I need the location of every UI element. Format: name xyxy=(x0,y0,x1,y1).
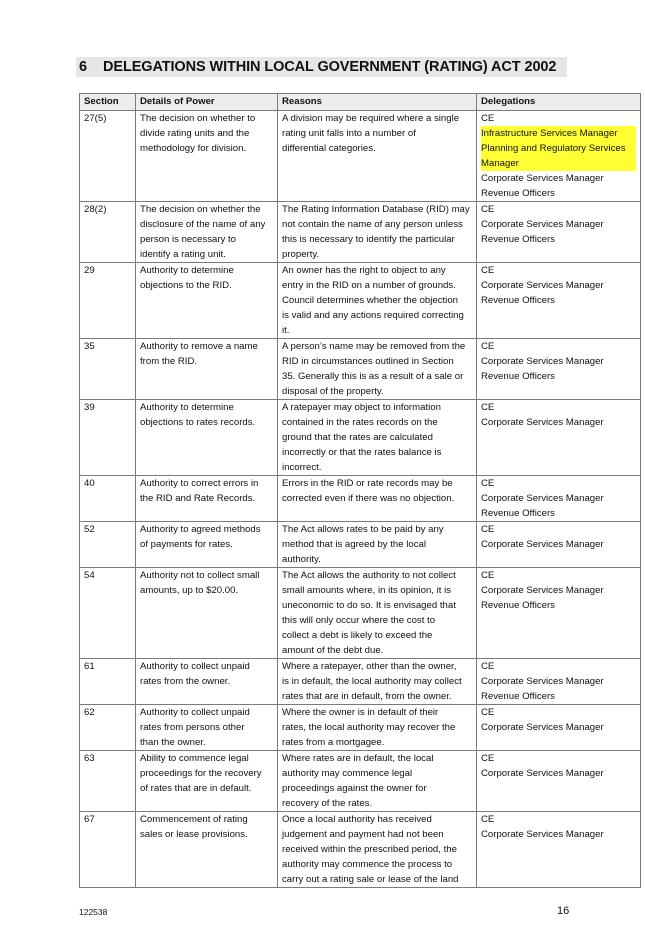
cell-details xyxy=(136,400,278,476)
details-line: of payments for rates. xyxy=(140,539,233,550)
cell-section: 61 xyxy=(80,659,136,705)
delegations-line: CE xyxy=(481,814,495,825)
cell-section: 39 xyxy=(80,400,136,476)
details-line: Authority to remove a name xyxy=(140,341,258,352)
cell-details xyxy=(136,751,278,812)
cell-reasons xyxy=(278,263,477,339)
reasons-line: Council determines whether the objection xyxy=(282,295,458,306)
reasons-line: collect a debt is likely to exceed the xyxy=(282,630,433,641)
cell-delegations xyxy=(477,568,641,659)
delegations-line: CE xyxy=(481,265,495,276)
delegations-line: Corporate Services Manager xyxy=(481,768,604,779)
details-line: rates from persons other xyxy=(140,722,245,733)
reasons-line: uneconomic to do so. It is envisaged that xyxy=(282,600,456,611)
reasons-line: received within the prescribed period, the xyxy=(282,844,457,855)
reasons-line: property. xyxy=(282,249,320,260)
cell-delegations xyxy=(477,263,641,339)
delegations-line: CE xyxy=(481,204,495,215)
cell-details xyxy=(136,263,278,339)
cell-reasons xyxy=(278,522,477,568)
cell-reasons xyxy=(278,812,477,888)
table-row xyxy=(80,751,641,812)
delegations-line: Corporate Services Manager xyxy=(481,539,604,550)
details-line: Authority to determine xyxy=(140,402,234,413)
details-line: person is necessary to xyxy=(140,234,236,245)
highlighted-delegation-line: Manager xyxy=(481,156,636,171)
cell-section: 67 xyxy=(80,812,136,888)
reasons-line: An owner has the right to object to any xyxy=(282,265,446,276)
reasons-line: Errors in the RID or rate records may be xyxy=(282,478,453,489)
reasons-line: amount of the debt due. xyxy=(282,645,384,656)
cell-delegations xyxy=(477,111,641,202)
reasons-line: is valid and any actions required correcting xyxy=(282,310,464,321)
cell-section: 54 xyxy=(80,568,136,659)
cell-delegations xyxy=(477,476,641,522)
reasons-line: proceedings against the owner for xyxy=(282,783,427,794)
delegations-line: Corporate Services Manager xyxy=(481,219,604,230)
delegations-line: CE xyxy=(481,524,495,535)
details-line: divide rating units and the xyxy=(140,128,250,139)
reasons-line: entry in the RID on a number of grounds. xyxy=(282,280,456,291)
reasons-line: authority may commence legal xyxy=(282,768,413,779)
table-row xyxy=(80,659,641,705)
reasons-line: Once a local authority has received xyxy=(282,814,432,825)
delegations-line: Revenue Officers xyxy=(481,234,555,245)
cell-delegations xyxy=(477,339,641,400)
details-line: sales or lease provisions. xyxy=(140,829,248,840)
cell-reasons xyxy=(278,202,477,263)
reasons-line: Where rates are in default, the local xyxy=(282,753,434,764)
details-line: Authority to collect unpaid xyxy=(140,707,250,718)
reasons-line: The Rating Information Database (RID) may xyxy=(282,204,470,215)
table-row xyxy=(80,812,641,888)
cell-details xyxy=(136,568,278,659)
table-row xyxy=(80,522,641,568)
cell-section: 52 xyxy=(80,522,136,568)
details-line: Commencement of rating xyxy=(140,814,248,825)
delegations-line: CE xyxy=(481,113,495,124)
details-line: The decision on whether the xyxy=(140,204,261,215)
section-title: DELEGATIONS WITHIN LOCAL GOVERNMENT (RATING) ACT 2002 xyxy=(103,59,557,75)
details-line: Authority to determine xyxy=(140,265,234,276)
cell-details xyxy=(136,476,278,522)
cell-section: 40 xyxy=(80,476,136,522)
delegations-line: Corporate Services Manager xyxy=(481,280,604,291)
reasons-line: recovery of the rates. xyxy=(282,798,373,809)
cell-reasons xyxy=(278,751,477,812)
delegations-line: CE xyxy=(481,570,495,581)
section-heading xyxy=(76,57,567,77)
reasons-line: A person’s name may be removed from the xyxy=(282,341,466,352)
highlighted-delegation-line: Infrastructure Services Manager xyxy=(481,126,636,141)
table-row xyxy=(80,400,641,476)
cell-section: 28(2) xyxy=(80,202,136,263)
delegations-line: CE xyxy=(481,753,495,764)
details-line: Authority to collect unpaid xyxy=(140,661,250,672)
details-line: Ability to commence legal xyxy=(140,753,249,764)
delegations-line: CE xyxy=(481,478,495,489)
details-line: The decision on whether to xyxy=(140,113,256,124)
details-line: amounts, up to $20.00. xyxy=(140,585,239,596)
reasons-line: The Act allows the authority to not collect xyxy=(282,570,456,581)
details-line: rates from the owner. xyxy=(140,676,231,687)
header-reasons: Reasons xyxy=(278,94,477,111)
reasons-line: A division may be required where a single xyxy=(282,113,460,124)
details-line: objections to the RID. xyxy=(140,280,232,291)
cell-section: 27(5) xyxy=(80,111,136,202)
cell-reasons xyxy=(278,400,477,476)
cell-delegations xyxy=(477,522,641,568)
delegations-line: Revenue Officers xyxy=(481,508,555,519)
document-number: 122538 xyxy=(79,907,108,917)
reasons-line: not contain the name of any person unless xyxy=(282,219,463,230)
delegations-line: CE xyxy=(481,707,495,718)
cell-section: 62 xyxy=(80,705,136,751)
delegations-line: Corporate Services Manager xyxy=(481,585,604,596)
details-line: identify a rating unit. xyxy=(140,249,226,260)
header-details: Details of Power xyxy=(136,94,278,111)
delegations-line: Revenue Officers xyxy=(481,188,555,199)
reasons-line: rates, the local authority may recover the xyxy=(282,722,456,733)
delegations-line: Corporate Services Manager xyxy=(481,493,604,504)
delegations-table xyxy=(79,93,641,888)
cell-details xyxy=(136,705,278,751)
table-row xyxy=(80,568,641,659)
cell-section: 29 xyxy=(80,263,136,339)
details-line: the RID and Rate Records. xyxy=(140,493,256,504)
cell-reasons xyxy=(278,339,477,400)
table-row xyxy=(80,339,641,400)
reasons-line: RID in circumstances outlined in Section xyxy=(282,356,454,367)
cell-details xyxy=(136,812,278,888)
delegations-line: CE xyxy=(481,661,495,672)
section-number: 6 xyxy=(79,59,87,75)
delegations-line: Corporate Services Manager xyxy=(481,676,604,687)
delegations-line: CE xyxy=(481,341,495,352)
cell-details xyxy=(136,339,278,400)
reasons-line: ground that the rates are calculated xyxy=(282,432,433,443)
cell-reasons xyxy=(278,659,477,705)
reasons-line: is in default, the local authority may collect xyxy=(282,676,462,687)
reasons-line: authority. xyxy=(282,554,321,565)
cell-reasons xyxy=(278,111,477,202)
reasons-line: it. xyxy=(282,325,290,336)
cell-reasons xyxy=(278,568,477,659)
reasons-line: method that is agreed by the local xyxy=(282,539,426,550)
table-row xyxy=(80,263,641,339)
details-line: objections to rates records. xyxy=(140,417,256,428)
reasons-line: rates that are in default, from the owner. xyxy=(282,691,452,702)
reasons-line: authority may commence the process to xyxy=(282,859,453,870)
cell-delegations xyxy=(477,659,641,705)
reasons-line: rating unit falls into a number of xyxy=(282,128,416,139)
reasons-line: corrected even if there was no objection. xyxy=(282,493,455,504)
delegations-line: Corporate Services Manager xyxy=(481,417,604,428)
delegations-line: CE xyxy=(481,402,495,413)
reasons-line: 35. Generally this is as a result of a sale or xyxy=(282,371,464,382)
delegations-line: Revenue Officers xyxy=(481,295,555,306)
delegations-line: Corporate Services Manager xyxy=(481,356,604,367)
cell-reasons xyxy=(278,705,477,751)
cell-details xyxy=(136,522,278,568)
delegations-line: Revenue Officers xyxy=(481,371,555,382)
reasons-line: The Act allows rates to be paid by any xyxy=(282,524,444,535)
cell-delegations xyxy=(477,400,641,476)
cell-reasons xyxy=(278,476,477,522)
delegations-line: Corporate Services Manager xyxy=(481,173,604,184)
table-row xyxy=(80,111,641,202)
reasons-line: A ratepayer may object to information xyxy=(282,402,441,413)
reasons-line: judgement and payment had not been xyxy=(282,829,444,840)
details-line: of rates that are in default. xyxy=(140,783,252,794)
header-section: Section xyxy=(80,94,136,111)
reasons-line: Where the owner is in default of their xyxy=(282,707,439,718)
delegations-line: Corporate Services Manager xyxy=(481,722,604,733)
reasons-line: rates from a mortgagee. xyxy=(282,737,385,748)
details-line: than the owner. xyxy=(140,737,206,748)
details-line: Authority to agreed methods xyxy=(140,524,261,535)
reasons-line: incorrectly or that the rates balance is xyxy=(282,447,442,458)
cell-delegations xyxy=(477,202,641,263)
table-header-row xyxy=(80,94,641,111)
cell-section: 35 xyxy=(80,339,136,400)
cell-details xyxy=(136,111,278,202)
reasons-line: disposal of the property. xyxy=(282,386,384,397)
table-row xyxy=(80,705,641,751)
reasons-line: this is necessary to identify the particular xyxy=(282,234,455,245)
cell-delegations xyxy=(477,812,641,888)
details-line: methodology for division. xyxy=(140,143,247,154)
delegations-line: Revenue Officers xyxy=(481,691,555,702)
details-line: proceedings for the recovery xyxy=(140,768,262,779)
table-row xyxy=(80,476,641,522)
reasons-line: contained in the rates records on the xyxy=(282,417,438,428)
cell-details xyxy=(136,202,278,263)
reasons-line: carry out a rating sale or lease of the land xyxy=(282,874,459,885)
reasons-line: Where a ratepayer, other than the owner, xyxy=(282,661,457,672)
delegations-line: Corporate Services Manager xyxy=(481,829,604,840)
details-line: Authority to correct errors in xyxy=(140,478,259,489)
reasons-line: this will only occur where the cost to xyxy=(282,615,436,626)
cell-delegations xyxy=(477,705,641,751)
page-number: 16 xyxy=(557,905,570,917)
header-delegations: Delegations xyxy=(477,94,641,111)
details-line: from the RID. xyxy=(140,356,198,367)
highlighted-delegation-line: Planning and Regulatory Services xyxy=(481,141,636,156)
cell-section: 63 xyxy=(80,751,136,812)
cell-delegations xyxy=(477,751,641,812)
table-row xyxy=(80,202,641,263)
reasons-line: small amounts where, in its opinion, it is xyxy=(282,585,452,596)
details-line: Authority not to collect small xyxy=(140,570,260,581)
reasons-line: incorrect. xyxy=(282,462,322,473)
cell-details xyxy=(136,659,278,705)
delegations-line: Revenue Officers xyxy=(481,600,555,611)
reasons-line: differential categories. xyxy=(282,143,376,154)
details-line: disclosure of the name of any xyxy=(140,219,266,230)
